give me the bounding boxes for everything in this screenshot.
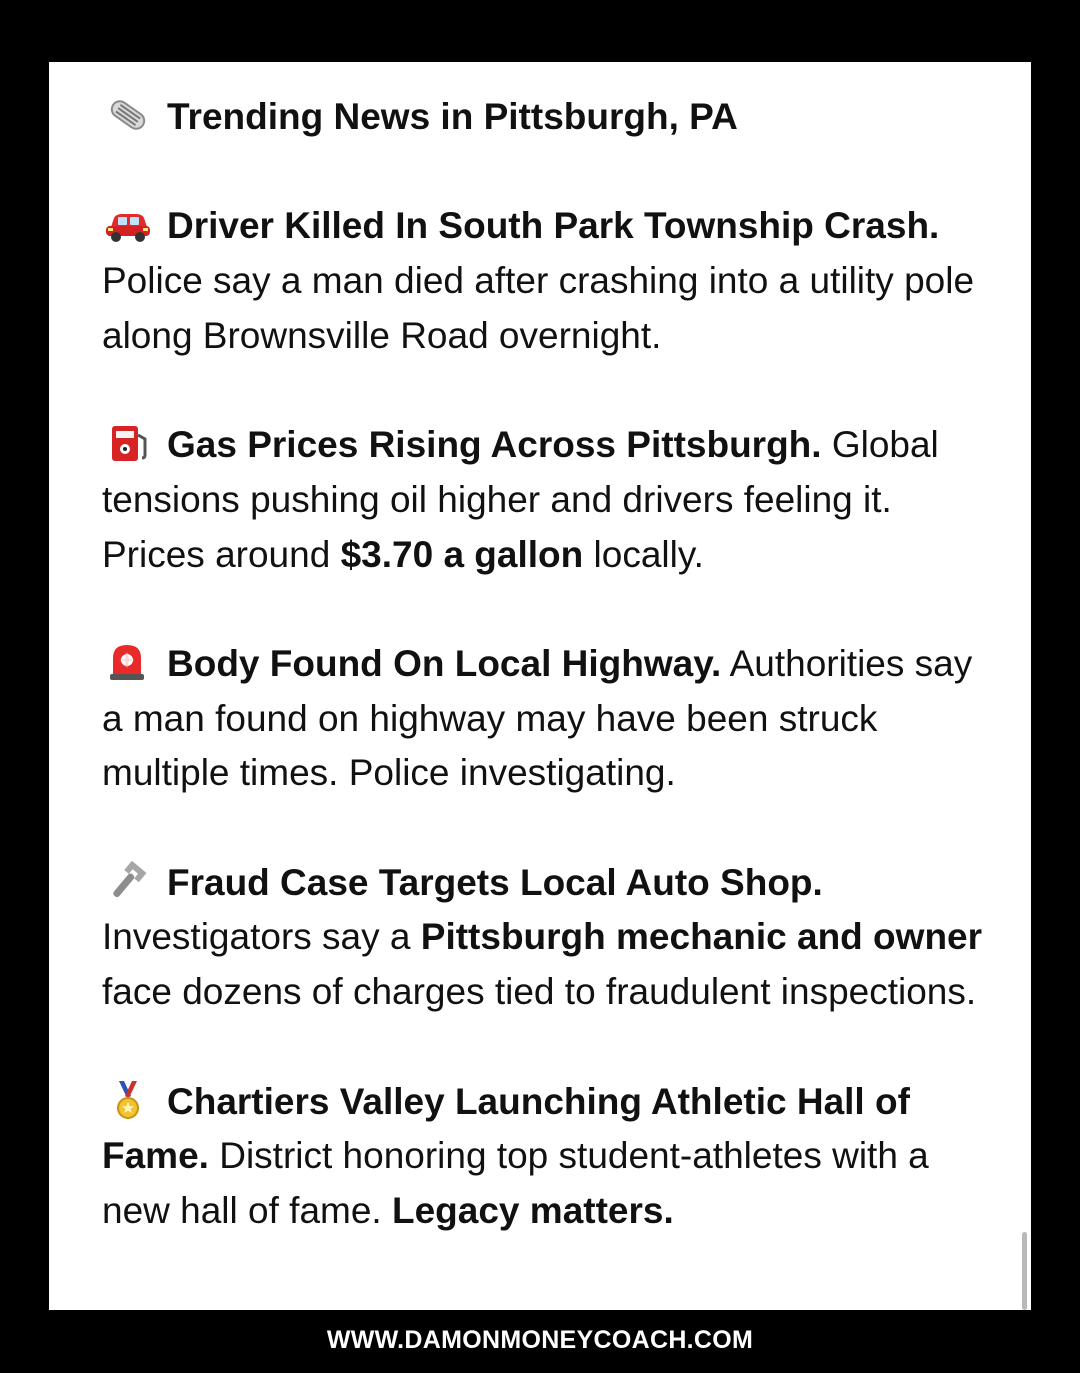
vertical-scrollbar[interactable] xyxy=(1022,1232,1027,1310)
news-body: Police say a man died after crashing into a utility pole along Brownsville Road overnight. xyxy=(102,260,975,356)
note-title: Trending News in Pittsburgh, PA xyxy=(102,90,1002,145)
news-body-end: face dozens of charges tied to fraudulent inspections. xyxy=(102,971,977,1013)
news-item xyxy=(102,1075,1002,1239)
medal-icon xyxy=(102,1080,154,1120)
news-headline: Driver Killed In South Park Township Crash. xyxy=(167,205,940,247)
news-body-end: locally. xyxy=(593,533,704,575)
news-body: Global tensions pushing oil higher and drivers feeling it. Prices around xyxy=(102,424,939,575)
news-headline: Fraud Case Targets Local Auto Shop. xyxy=(167,861,823,903)
news-highlight: Legacy matters. xyxy=(392,1189,674,1231)
wrench-icon xyxy=(102,861,154,901)
news-item xyxy=(102,637,1002,801)
news-highlight: Pittsburgh mechanic and owner xyxy=(420,916,983,958)
news-headline: Gas Prices Rising Across Pittsburgh. xyxy=(167,424,822,466)
red-car-icon xyxy=(102,204,154,244)
news-price: $3.70 a gallon xyxy=(340,533,584,575)
news-item xyxy=(102,418,1002,582)
news-body: Investigators say a xyxy=(102,916,411,958)
news-item xyxy=(102,199,1002,363)
news-body: Authorities say a man found on highway may have been struck multiple times. Police investigating. xyxy=(102,642,973,794)
footer-website-url: WWW.DAMONMONEYCOACH.COM xyxy=(326,1326,754,1354)
news-headline: Body Found On Local Highway. xyxy=(167,642,722,684)
news-item xyxy=(102,856,1002,1020)
police-light-icon xyxy=(102,642,154,682)
rolled-newspaper-icon xyxy=(102,95,154,135)
fuel-pump-icon xyxy=(102,423,154,463)
note-content xyxy=(102,90,1002,1239)
news-body: District honoring top student-athletes with a new hall of fame. xyxy=(102,1135,929,1231)
note-card xyxy=(49,62,1031,1310)
news-headline: Chartiers Valley Launching Athletic Hall of Fame. xyxy=(102,1080,910,1177)
